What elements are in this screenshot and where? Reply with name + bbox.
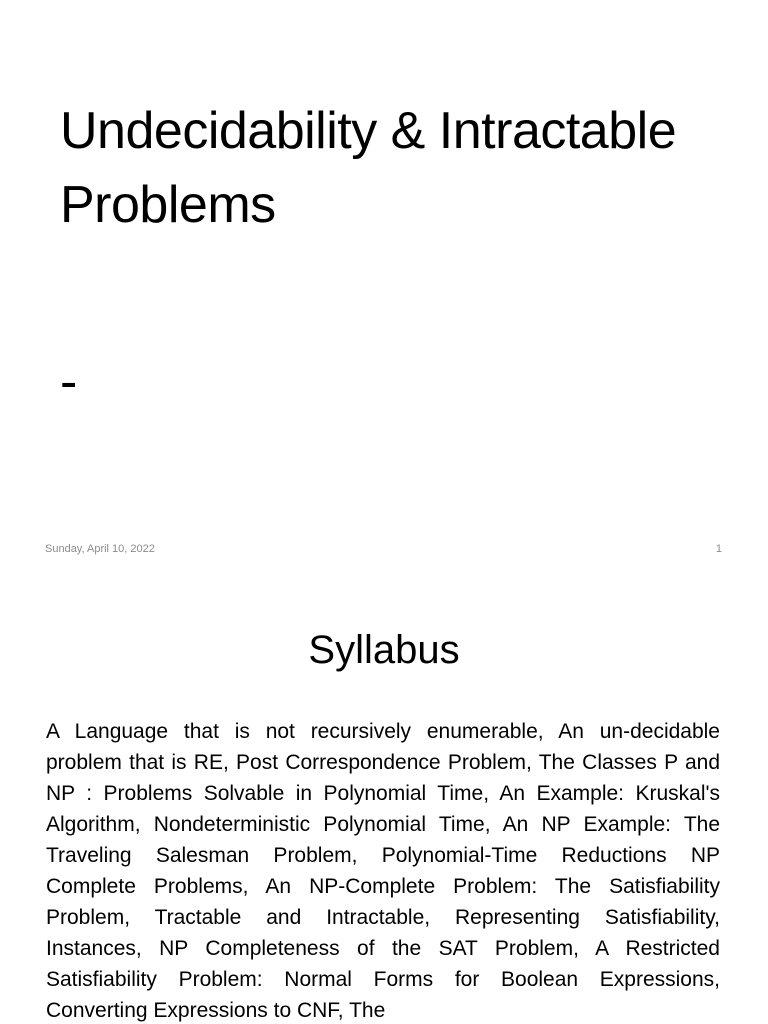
slide-subtitle: -: [60, 353, 78, 411]
footer-date: Sunday, April 10, 2022: [45, 543, 155, 555]
slide-number: 1: [715, 543, 722, 555]
syllabus-body: A Language that is not recursively enumerable, An un-decidable problem that is RE, Post Correspondence Problem, The Classes P and NP : Problems Solvable in Polynomial Time, An Example: Kruskal's Algorithm, Nondeterministic Polynomial Time, An NP Example: The Traveling Salesman Problem, Polynomial-Time Reductions NP Complete Problems, An NP-Complete Problem: The Satisfiability Problem, Tractable and Intractable, Representing Satisfiability, Instances, NP Completeness of the SAT Problem, A Restricted Satisfiability Problem: Normal Forms for Boolean Expressions, Converting Expressions to CNF, The: [46, 720, 720, 1022]
slide-2: [0, 576, 768, 1024]
slide-title: Undecidability & Intractable Problems: [60, 102, 677, 234]
syllabus-title: Syllabus: [308, 628, 460, 672]
